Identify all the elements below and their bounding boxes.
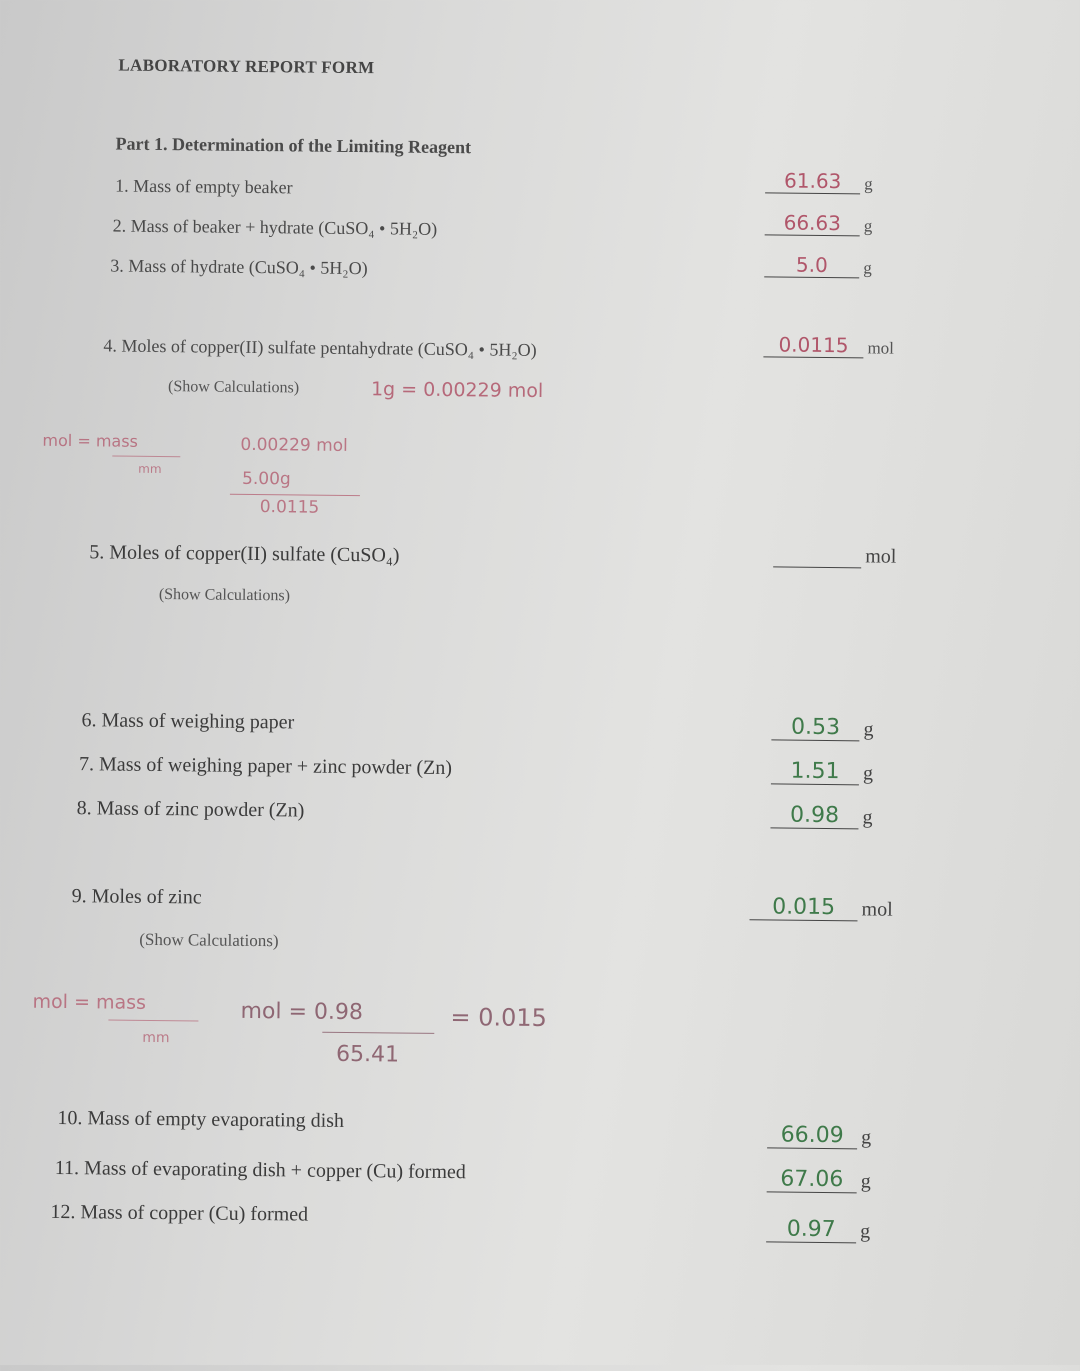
a9-unit: mol — [861, 898, 893, 921]
a3-answer — [764, 252, 872, 278]
a3-value: 5.0 — [764, 252, 859, 278]
q2-label: 2. Mass of beaker + hydrate (CuSO₄ • 5H₂O) — [112, 215, 438, 239]
calc4-num: 5.00g — [241, 468, 291, 490]
q6-label: 6. Mass of weighing paper — [81, 709, 295, 734]
a8-value: 0.98 — [770, 802, 858, 829]
a6-value: 0.53 — [771, 714, 859, 741]
q4-show-calc: (Show Calculations) — [167, 378, 300, 397]
a2-value: 66.63 — [765, 210, 860, 236]
a2-answer — [765, 210, 873, 236]
q5-label: 5. Moles of copper(II) sulfate (CuSO₄) — [89, 541, 400, 567]
form-title: LABORATORY REPORT FORM — [118, 55, 375, 78]
q9-label: 9. Moles of zinc — [71, 885, 202, 909]
calc4-lhs-num: mol = mass — [42, 430, 139, 451]
part1-heading: Part 1. Determination of the Limiting Reagent — [115, 133, 472, 158]
a10-unit: g — [861, 1126, 872, 1149]
a12-unit: g — [860, 1220, 871, 1243]
q9-show-calc: (Show Calculations) — [139, 929, 279, 951]
a4-unit: mol — [867, 338, 895, 358]
a11-answer — [767, 1166, 871, 1193]
calc4-den: 0.0115 — [259, 497, 320, 518]
q7-label: 7. Mass of weighing paper + zinc powder (Zn) — [78, 753, 453, 780]
a5-answer — [773, 544, 896, 568]
calc9-lhs-bar — [108, 1019, 198, 1021]
a8-unit: g — [862, 806, 873, 829]
a5-value — [773, 544, 861, 568]
q3-label: 3. Mass of hydrate (CuSO₄ • 5H₂O) — [110, 255, 368, 279]
q4-label: 4. Moles of copper(II) sulfate pentahydrate (CuSO₄ • 5H₂O) — [103, 335, 537, 360]
a1-value: 61.63 — [765, 168, 860, 194]
q8-label: 8. Mass of zinc powder (Zn) — [76, 797, 305, 822]
a7-answer — [771, 758, 873, 785]
a5-unit: mol — [865, 545, 897, 568]
calc9-num: mol = 0.98 — [240, 998, 364, 1026]
calc9-den: 65.41 — [335, 1041, 400, 1068]
a8-answer — [770, 802, 872, 829]
a1-unit: g — [864, 174, 873, 194]
a4-value: 0.0115 — [763, 332, 863, 358]
a12-value: 0.97 — [766, 1216, 856, 1243]
a2-unit: g — [863, 216, 873, 236]
calc9-lhs-num: mol = mass — [32, 990, 147, 1014]
calc4-lhs-bar — [112, 456, 180, 458]
a1-answer — [765, 168, 873, 194]
calc9-bar — [322, 1032, 434, 1034]
calc4-bar — [230, 494, 360, 496]
a7-value: 1.51 — [771, 758, 859, 785]
a4-answer — [763, 332, 894, 358]
a9-answer — [749, 894, 892, 921]
a7-unit: g — [862, 762, 874, 785]
a10-value: 66.09 — [767, 1122, 857, 1149]
q12-label: 12. Mass of copper (Cu) formed — [50, 1200, 309, 1226]
a6-answer — [771, 714, 873, 741]
a3-unit: g — [863, 258, 872, 278]
calc9-result: = 0.015 — [450, 1003, 548, 1033]
a12-answer — [766, 1216, 870, 1243]
calc4-lhs-den: mm — [138, 461, 162, 477]
q4-note: 1g = 0.00229 mol — [370, 378, 544, 403]
a11-value: 67.06 — [767, 1166, 857, 1193]
q5-show-calc: (Show Calculations) — [158, 586, 291, 605]
a6-unit: g — [863, 718, 874, 741]
a11-unit: g — [860, 1170, 871, 1193]
q1-label: 1. Mass of empty beaker — [115, 175, 293, 198]
q11-label: 11. Mass of evaporating dish + copper (Cu) formed — [54, 1156, 466, 1184]
a10-answer — [767, 1122, 871, 1149]
calc4-top: 0.00229 mol — [240, 434, 348, 456]
a9-value: 0.015 — [749, 894, 857, 921]
calc9-lhs-den: mm — [142, 1029, 170, 1047]
q10-label: 10. Mass of empty evaporating dish — [57, 1106, 345, 1132]
